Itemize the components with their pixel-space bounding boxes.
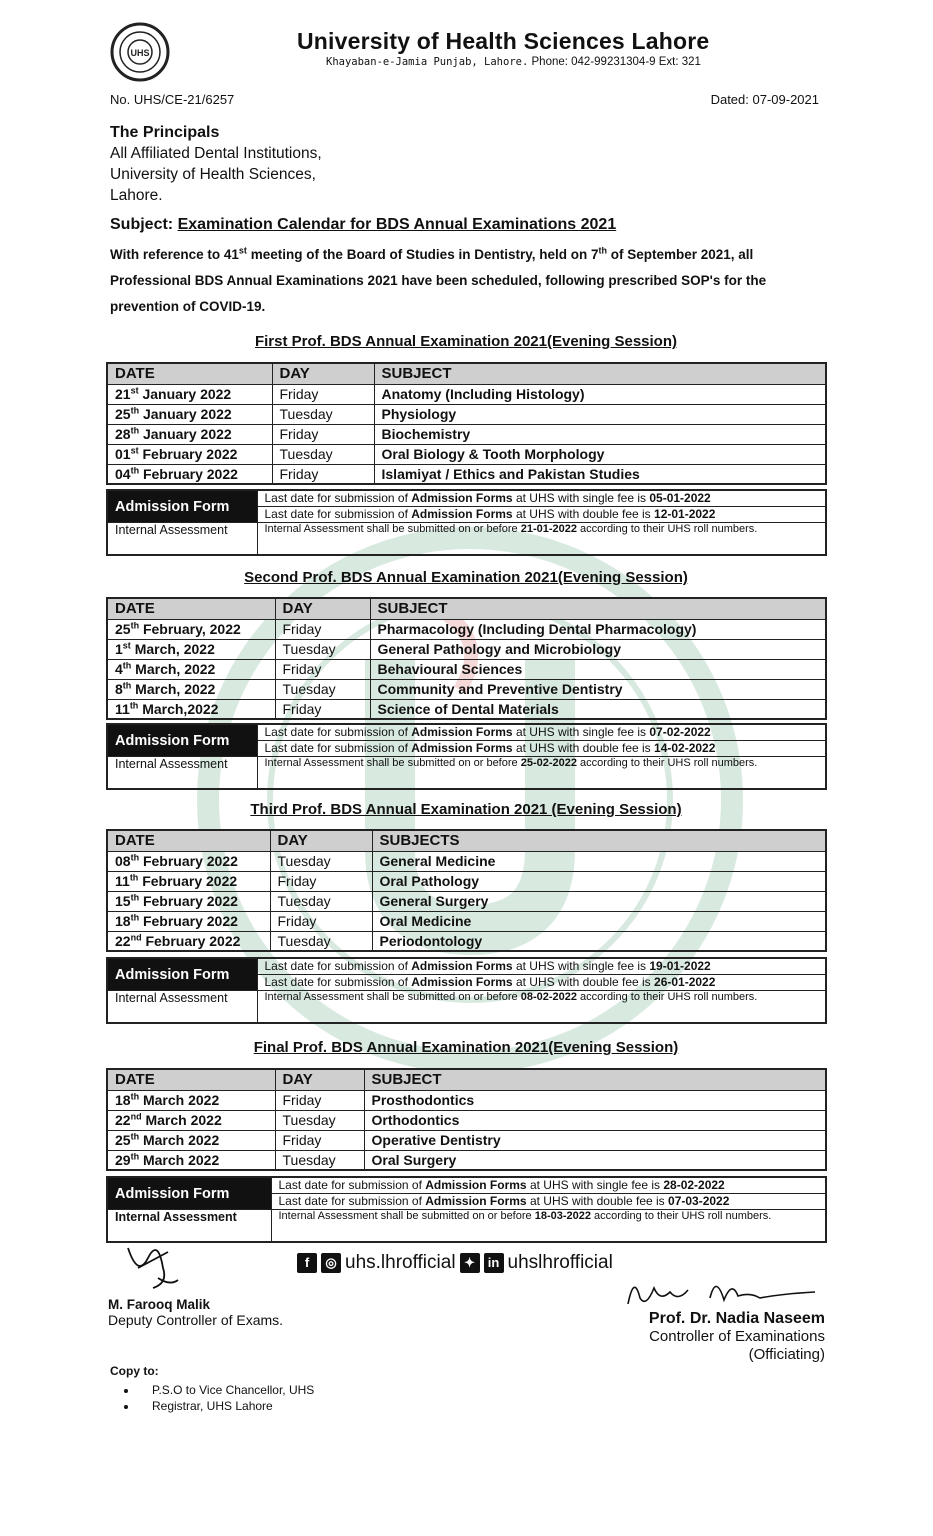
university-address	[326, 56, 701, 68]
header-date: DATE	[107, 830, 270, 851]
address-text: Khayaban-e-Jamia Punjab, Lahore.	[326, 56, 529, 68]
exam-date: 01st February 2022	[107, 444, 272, 464]
table-row	[107, 659, 826, 679]
header-day: DAY	[272, 363, 374, 384]
facebook-icon[interactable]: f	[297, 1253, 317, 1273]
section-title: Second Prof. BDS Annual Examination 2021(Evening Session)	[244, 569, 688, 586]
internal-assessment-line: Internal Assessment shall be submitted on or before 18-03-2022 according to their UHS roll numbers.	[271, 1210, 826, 1242]
exam-subject: Science of Dental Materials	[370, 699, 826, 719]
exam-day: Friday	[275, 1130, 364, 1150]
university-name: University of Health Sciences Lahore	[297, 28, 710, 54]
double-fee-line: Last date for submission of Admission Forms at UHS with double fee is 12-01-2022	[257, 507, 826, 523]
exam-day: Tuesday	[275, 639, 370, 659]
exam-subject: Orthodontics	[364, 1110, 826, 1130]
exam-day: Friday	[272, 464, 374, 484]
signer-right-name: Prof. Dr. Nadia Naseem	[648, 1310, 825, 1327]
instagram-icon[interactable]: ◎	[321, 1253, 341, 1273]
exam-day: Friday	[275, 1090, 364, 1110]
exam-subject: Community and Preventive Dentistry	[370, 679, 826, 699]
exam-date: 28th January 2022	[107, 424, 272, 444]
table-row	[107, 1130, 826, 1150]
table-row	[107, 464, 826, 484]
twitter-icon[interactable]: ✦	[460, 1253, 480, 1273]
exam-subject: Biochemistry	[374, 424, 826, 444]
exam-date: 4th March, 2022	[107, 659, 275, 679]
exam-subject: Oral Surgery	[364, 1150, 826, 1170]
double-fee-line: Last date for submission of Admission Forms at UHS with double fee is 26-01-2022	[257, 975, 826, 991]
single-fee-line: Last date for submission of Admission Forms at UHS with single fee is 07-02-2022	[257, 724, 826, 741]
header-subject: SUBJECTS	[372, 830, 826, 851]
intro-paragraph: With reference to 41st meeting of the Board of Studies in Dentistry, held on 7th of September 2021, all Professional BDS Annual Examinations 2021 have been scheduled, following prescribed SOP's for the prevention of COVID-19.	[110, 245, 767, 314]
exam-date: 25th March 2022	[107, 1130, 275, 1150]
exam-subject: General Pathology and Microbiology	[370, 639, 826, 659]
header-date: DATE	[107, 363, 272, 384]
exam-day: Tuesday	[272, 404, 374, 424]
admission-table	[106, 489, 827, 556]
exam-subject: Physiology	[374, 404, 826, 424]
exam-subject: Periodontology	[372, 931, 826, 951]
signer-left-role: Deputy Controller of Exams.	[108, 1312, 284, 1328]
table-header-row	[107, 830, 826, 851]
exam-day: Tuesday	[272, 444, 374, 464]
social-handle-1[interactable]: uhs.lhrofficial	[345, 1252, 456, 1273]
schedule-table	[106, 829, 827, 952]
table-row	[107, 639, 826, 659]
internal-assessment-line: Internal Assessment shall be submitted on or before 21-01-2022 according to their UHS roll numbers.	[257, 523, 826, 555]
schedule-table	[106, 362, 827, 485]
signature-block-left	[108, 1238, 308, 1328]
addressee-line: University of Health Sciences,	[110, 166, 316, 183]
exam-subject: Anatomy (Including Histology)	[374, 384, 826, 404]
table-row	[107, 911, 826, 931]
exam-date: 11th March,2022	[107, 699, 275, 719]
admission-form-label: Admission Form	[107, 724, 257, 757]
exam-date: 22nd February 2022	[107, 931, 270, 951]
exam-date: 18th February 2022	[107, 911, 270, 931]
table-row	[107, 1090, 826, 1110]
exam-subject: Oral Medicine	[372, 911, 826, 931]
subject-text: Examination Calendar for BDS Annual Examinations 2021	[177, 216, 617, 233]
exam-date: 15th February 2022	[107, 891, 270, 911]
exam-day: Friday	[272, 424, 374, 444]
exam-date: 25th January 2022	[107, 404, 272, 424]
exam-date: 1st March, 2022	[107, 639, 275, 659]
subject-label: Subject:	[110, 216, 174, 233]
exam-day: Tuesday	[275, 1150, 364, 1170]
addressee-line: All Affiliated Dental Institutions,	[110, 145, 322, 162]
exam-date: 18th March 2022	[107, 1090, 275, 1110]
table-row	[107, 851, 826, 871]
exam-day: Friday	[270, 911, 372, 931]
table-row	[107, 444, 826, 464]
internal-assessment-line: Internal Assessment shall be submitted on or before 25-02-2022 according to their UHS roll numbers.	[257, 757, 826, 789]
single-fee-line: Last date for submission of Admission Forms at UHS with single fee is 05-01-2022	[257, 490, 826, 507]
schedule-table	[106, 597, 827, 720]
social-handles	[297, 1252, 613, 1274]
table-row	[107, 424, 826, 444]
exam-date: 11th February 2022	[107, 871, 270, 891]
social-handle-2[interactable]: uhslhrofficial	[507, 1252, 613, 1273]
logo-text: UHS	[130, 48, 150, 58]
exam-subject: Operative Dentistry	[364, 1130, 826, 1150]
exam-subject: General Surgery	[372, 891, 826, 911]
schedule-table	[106, 1068, 827, 1171]
admission-form-label: Admission Form	[107, 490, 257, 523]
addressee-block	[110, 122, 322, 206]
admission-form-label: Admission Form	[107, 1177, 271, 1210]
exam-subject: Pharmacology (Including Dental Pharmacology)	[370, 619, 826, 639]
exam-date: 21st January 2022	[107, 384, 272, 404]
exam-day: Friday	[275, 619, 370, 639]
exam-day: Tuesday	[275, 679, 370, 699]
admission-table	[106, 723, 827, 790]
table-row	[107, 891, 826, 911]
copy-to-block	[110, 1364, 314, 1414]
exam-date: 29th March 2022	[107, 1150, 275, 1170]
table-row	[107, 679, 826, 699]
signature-block-right	[649, 1310, 825, 1364]
copy-to-item: • P.S.O to Vice Chancellor, UHS	[138, 1382, 314, 1398]
exam-subject: General Medicine	[372, 851, 826, 871]
signature-right	[620, 1268, 820, 1314]
header-subject: SUBJECT	[364, 1069, 826, 1090]
internal-assessment-label: Internal Assessment	[107, 523, 257, 555]
internal-assessment-label: Internal Assessment	[107, 1210, 271, 1242]
signer-left-name: M. Farooq Malik	[108, 1297, 211, 1312]
signer-right-role2: (Officiating)	[748, 1346, 825, 1363]
exam-day: Tuesday	[275, 1110, 364, 1130]
internal-assessment-label: Internal Assessment	[107, 757, 257, 789]
exam-subject: Islamiyat / Ethics and Pakistan Studies	[374, 464, 826, 484]
internal-assessment-label: Internal Assessment	[107, 991, 257, 1023]
exam-day: Tuesday	[270, 851, 372, 871]
exam-day: Friday	[272, 384, 374, 404]
header-day: DAY	[275, 1069, 364, 1090]
admission-table	[106, 1176, 827, 1243]
header-subject: SUBJECT	[370, 598, 826, 619]
exam-subject: Oral Biology & Tooth Morphology	[374, 444, 826, 464]
signature-left	[108, 1238, 188, 1292]
exam-date: 08th February 2022	[107, 851, 270, 871]
header-subject: SUBJECT	[374, 363, 826, 384]
header-day: DAY	[275, 598, 370, 619]
exam-day: Friday	[270, 871, 372, 891]
section-title: First Prof. BDS Annual Examination 2021(Evening Session)	[254, 333, 678, 350]
table-row	[107, 404, 826, 424]
addressee-lead: The Principals	[110, 124, 220, 141]
header-day: DAY	[270, 830, 372, 851]
single-fee-line: Last date for submission of Admission Forms at UHS with single fee is 28-02-2022	[271, 1177, 826, 1194]
admission-table	[106, 957, 827, 1024]
copy-to-item: • Registrar, UHS Lahore	[138, 1398, 314, 1414]
phone-text: Phone: 042-99231304-9 Ext: 321	[531, 56, 701, 68]
copy-to-title: Copy to:	[110, 1364, 159, 1378]
table-row	[107, 931, 826, 951]
exam-date: 8th March, 2022	[107, 679, 275, 699]
table-row	[107, 1150, 826, 1170]
table-row	[107, 699, 826, 719]
letter-date: Dated: 07-09-2021	[710, 92, 819, 107]
addressee-line: Lahore.	[110, 187, 163, 204]
signer-right-role: Controller of Examinations	[649, 1328, 825, 1345]
exam-day: Friday	[275, 659, 370, 679]
table-header-row	[107, 363, 826, 384]
uhs-logo	[110, 22, 170, 82]
table-row	[107, 871, 826, 891]
reference-number: No. UHS/CE-21/6257	[110, 92, 235, 107]
linkedin-icon[interactable]: in	[484, 1253, 504, 1273]
table-row	[107, 384, 826, 404]
table-header-row	[107, 598, 826, 619]
admission-form-label: Admission Form	[107, 958, 257, 991]
table-row	[107, 1110, 826, 1130]
exam-subject: Prosthodontics	[364, 1090, 826, 1110]
exam-subject: Oral Pathology	[372, 871, 826, 891]
double-fee-line: Last date for submission of Admission Forms at UHS with double fee is 14-02-2022	[257, 741, 826, 757]
subject-line	[110, 216, 616, 234]
exam-subject: Behavioural Sciences	[370, 659, 826, 679]
exam-day: Friday	[275, 699, 370, 719]
section-title: Final Prof. BDS Annual Examination 2021(Evening Session)	[253, 1039, 679, 1056]
header-date: DATE	[107, 1069, 275, 1090]
header-date: DATE	[107, 598, 275, 619]
exam-date: 04th February 2022	[107, 464, 272, 484]
exam-date: 25th February, 2022	[107, 619, 275, 639]
section-title: Third Prof. BDS Annual Examination 2021 (Evening Session)	[250, 801, 682, 818]
exam-date: 22nd March 2022	[107, 1110, 275, 1130]
double-fee-line: Last date for submission of Admission Forms at UHS with double fee is 07-03-2022	[271, 1194, 826, 1210]
single-fee-line: Last date for submission of Admission Forms at UHS with single fee is 19-01-2022	[257, 958, 826, 975]
table-row	[107, 619, 826, 639]
internal-assessment-line: Internal Assessment shall be submitted on or before 08-02-2022 according to their UHS roll numbers.	[257, 991, 826, 1023]
exam-day: Tuesday	[270, 931, 372, 951]
exam-day: Tuesday	[270, 891, 372, 911]
table-header-row	[107, 1069, 826, 1090]
